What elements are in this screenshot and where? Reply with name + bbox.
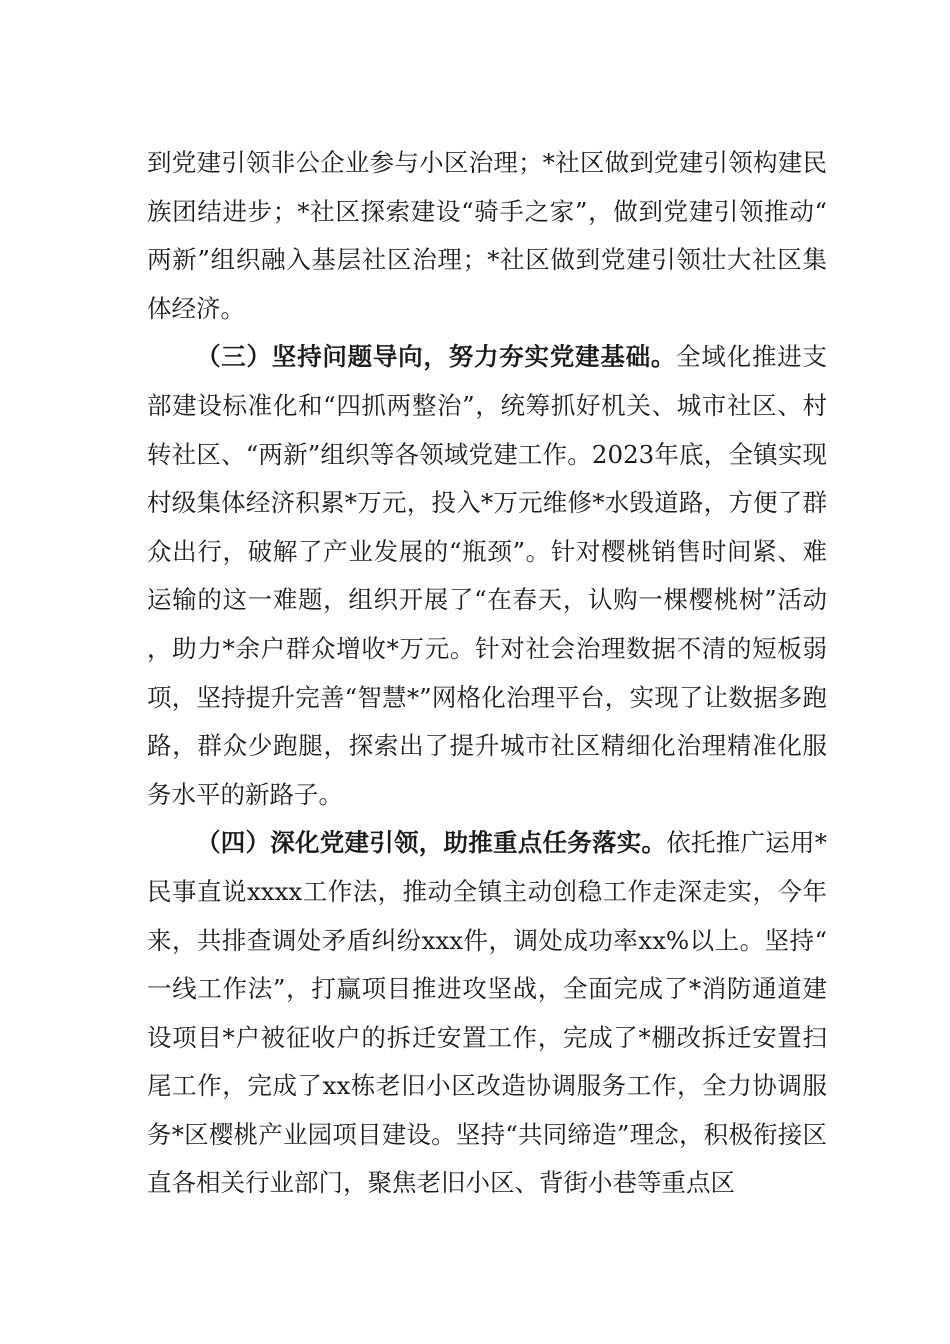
- section-heading: （四）深化党建引领，助推重点任务落实。: [196, 828, 667, 858]
- paragraph-text: 全域化推进支部建设标准化和“四抓两整治”，统筹抓好机关、城市社区、村转社区、“两新”组织等各领域党建工作。2023年底，全镇实现村级集体经济积累*万元，投入*万元维修*水毁道路，方便了群众出行，破解了产业发展的“瓶颈”。针对樱桃销售时间紧、难运输的这一难题，组织开展了“在春天，认购一棵樱桃树”活动，助力*余户群众增收*万元。针对社会治理数据不清的短板弱项，坚持提升完善“智慧*”网格化治理平台，实现了让数据多跑路，群众少跑腿，探索出了提升城市社区精细化治理精准化服务水平的新路子。: [147, 342, 828, 809]
- paragraph-section-four: [147, 819, 827, 1208]
- paragraph-continuation: [147, 139, 827, 333]
- paragraph-section-three: [147, 333, 827, 819]
- paragraph-text: 依托推广运用*民事直说xxxx工作法，推动全镇主动创稳工作走深走实，今年来，共排查调处矛盾纠纷xxx件，调处成功率xx%以上。坚持“一线工作法”，打赢项目推进攻坚战，全面完成了*消防通道建设项目*户被征收户的拆迁安置工作，完成了*棚改拆迁安置扫尾工作，完成了xx栋老旧小区改造协调服务工作，全力协调服务*区樱桃产业园项目建设。坚持“共同缔造”理念，积极衔接区直各相关行业部门，聚焦老旧小区、背街小巷等重点区: [147, 828, 827, 1198]
- paragraph-text: 到党建引领非公企业参与小区治理；*社区做到党建引领构建民族团结进步；*社区探索建设“骑手之家”，做到党建引领推动“两新”组织融入基层社区治理；*社区做到党建引领壮大社区集体经济。: [147, 148, 827, 323]
- document-body: [147, 139, 827, 1208]
- section-heading: （三）坚持问题导向，努力夯实党建基础。: [196, 342, 677, 372]
